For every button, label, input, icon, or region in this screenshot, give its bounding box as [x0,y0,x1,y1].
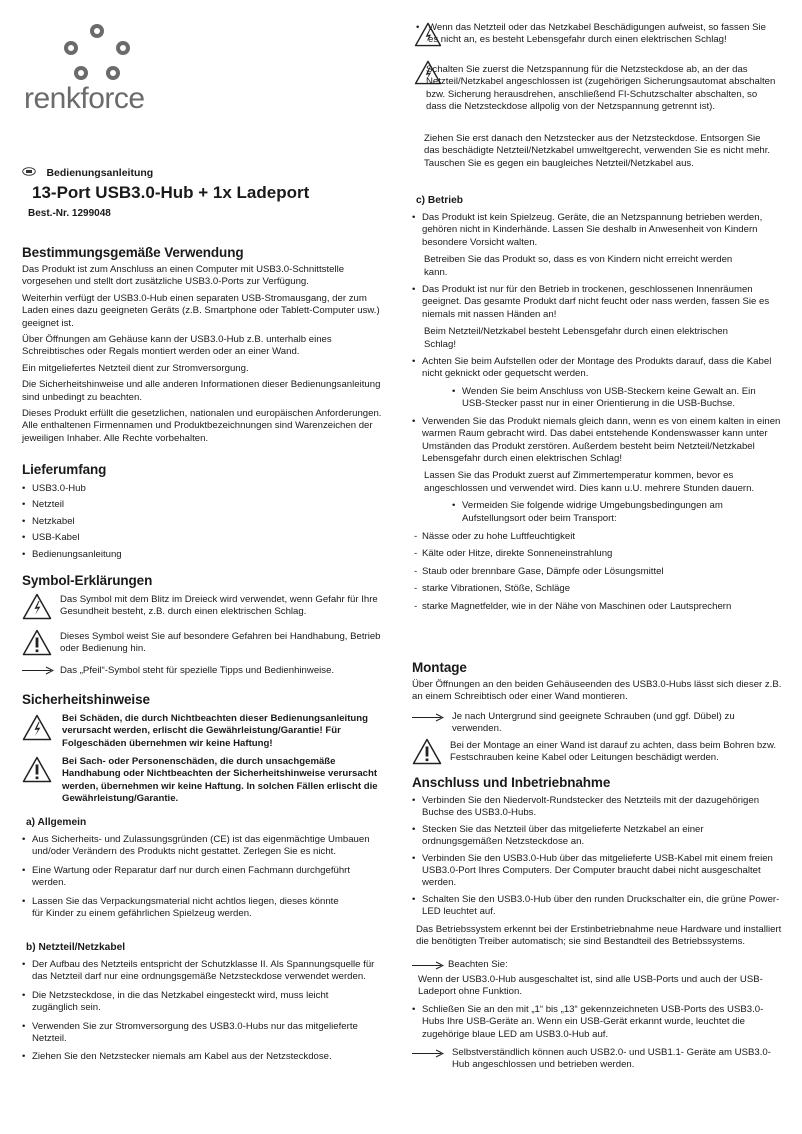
arrow-symbol-text: Das „Pfeil“-Symbol steht für spezielle Tipps und Bedienhinweise. [60,665,335,676]
exclamation-warning-icon [22,756,52,783]
mounting-warning: Bei der Montage an einer Wand ist darauf zu achten, dass beim Bohren bzw. Festschrauben keine Kabel oder Leitungen beschädigt werden. [450,740,777,764]
power-supply-heading: b) Netzteil/Netzkabel [26,942,126,953]
list-item: • Aus Sicherheits- und Zulassungsgründen (CE) ist das eigenmächtige Umbauen und/oder Verändern des Produkts nicht gestattet. Zerlegen Sie es nicht. [22,834,392,859]
condition-item: - Nässe oder zu hohe Luftfeuchtigkeit [412,531,782,543]
brand-logo-mark [62,22,132,80]
page-title: 13-Port USB3.0-Hub + 1x Ladeport [32,183,310,202]
list-item: • Wenden Sie beim Anschluss von USB-Steckern keine Gewalt an. Ein USB-Stecker passt nur in einer Orientierung in die USB-Buchse. [452,386,778,411]
paragraph: Das Betriebssystem erkennt bei der Erstinbetriebnahme neue Hardware und installiert die benötigten Treiber automatisch; sie sind Bestandteil des Betriebssystems. [416,923,782,948]
list-item: • Die Netzsteckdose, in die das Netzkabel eingesteckt wird, muss leicht zugänglich sein. [22,990,358,1015]
brand-name: renkforce [24,82,145,115]
connect-section [412,775,782,948]
safety-section [22,692,392,707]
doc-type-row [22,163,153,181]
list-item: • Bedienungsanleitung [22,549,392,561]
intended-use-p2: Weiterhin verfügt der USB3.0-Hub einen separaten USB-Stromausgang, der zum Laden eines dazu geeigneten Geräts (z.B. Smartphone oder Tablett-Computer usw.) geeignet ist. [22,292,380,329]
list-item: • Ziehen Sie den Netzstecker niemals am Kabel aus der Netzsteckdose. [22,1051,392,1063]
symbols-section [22,573,392,685]
scope-heading: Lieferumfang [22,462,107,477]
arrow-tip-icon [412,713,444,722]
exclamation-warning-icon [22,629,52,656]
exclamation-symbol-text: Dieses Symbol weist Sie auf besondere Gefahren bei Handhabung, Betrieb oder Bedienung hin. [60,631,381,655]
note-text: Wenn der USB3.0-Hub ausgeschaltet ist, sind alle USB-Ports und auch der USB-Ladeport ohne Funktion. [418,974,763,998]
operation-heading: c) Betrieb [416,195,463,206]
scope-section [22,462,392,561]
paragraph: Beim Netzteil/Netzkabel besteht Lebensgefahr durch einen elektrischen Schlag! [424,326,728,350]
general-subsection [22,817,392,920]
condition-item: - starke Vibrationen, Stöße, Schläge [412,583,782,595]
power-supply-item-6: Schalten Sie zuerst die Netzspannung für die Netzsteckdose ab, an der das Netzteil/Netzkabel angeschlossen ist (zugehörigen Sicherungsautomat abschalten bzw. Sicherung herausdrehen, anschließend FI-Schutzschalter abschalten, so dass die Netzsteckdose allpolig von der Netzspannung getrennt ist). [426,64,776,113]
list-item: • Das Produkt ist nur für den Betrieb in trockenen, geschlossenen Innenräumen geeignet. Das gesamte Produkt darf nicht feucht oder nass werden, fassen Sie es niemals mit nassen Händen an! [412,284,782,321]
list-item: • Schließen Sie an den mit „1“ bis „13“ gekennzeichneten USB-Ports des USB3.0-Hubs Ihre USB-Geräte an. Wenn ein USB-Gerät erkannt wurde, leuchtet die zugehörige blaue LED am USB3.0-Hub auf. [412,1004,778,1041]
list-item: • Verwenden Sie zur Stromversorgung des USB3.0-Hubs nur das mitgelieferte Netzteil. [22,1021,358,1046]
connect-heading: Anschluss und Inbetriebnahme [412,775,611,790]
paragraph: Lassen Sie das Produkt zuerst auf Zimmertemperatur kommen, bevor es angeschlossen und verwendet wird. Dies kann u.U. mehrere Stunden dauern. [424,470,755,494]
lightning-symbol-text: Das Symbol mit dem Blitz im Dreieck wird verwendet, wenn Gefahr für Ihre Gesundheit besteht, z.B. durch einen elektrischen Schlag. [60,594,378,618]
arrow-tip-icon [412,961,444,970]
lightning-warning-icon [22,593,52,620]
symbols-heading: Symbol-Erklärungen [22,573,153,588]
list-item: • Vermeiden Sie folgende widrige Umgebungsbedingungen am Aufstellungsort oder beim Transport: [452,500,778,525]
paragraph: Betreiben Sie das Produkt so, dass es von Kindern nicht erreicht werden kann. [424,254,733,278]
safety-warning-1: Bei Schäden, die durch Nichtbeachten dieser Bedienungsanleitung verursacht werden, erlischt die Gewährleistung/Garantie! Für Folgeschäden übernehmen wir keine Haftung! [62,713,368,749]
list-item: • Eine Wartung oder Reparatur darf nur durch einen Fachmann durchgeführt werden. [22,865,352,890]
connect-tip: Selbstverständlich können auch USB2.0- und USB1.1- Geräte am USB3.0-Hub angeschlossen und betrieben werden. [452,1047,771,1071]
list-item: • Das Produkt ist kein Spielzeug. Geräte, die an Netzspannung betrieben werden, gehören nicht in Kinderhände. Lassen Sie deshalb in Anwesenheit von Kindern besondere Vorsicht walten. [412,212,782,249]
list-item: • USB3.0-Hub [22,483,392,495]
intended-use-p5: Die Sicherheitshinweise und alle anderen Informationen dieser Bedienungsanleitung sind unbedingt zu beachten. [22,379,381,403]
general-heading: a) Allgemein [26,817,87,828]
list-item: • Schalten Sie den USB3.0-Hub über den runden Druckschalter ein, die grüne Power-LED leuchtet auf. [412,894,782,919]
list-item: • Verbinden Sie den USB3.0-Hub über das mitgelieferte USB-Kabel mit einem freien USB3.0-Port Ihres Computers. Der Computer braucht dabei nicht ausgeschaltet werden. [412,853,782,890]
intended-use-p4: Ein mitgeliefertes Netzteil dient zur Stromversorgung. [22,362,249,374]
operation-subsection [412,195,782,613]
mounting-tip: Je nach Untergrund sind geeignete Schrauben (und ggf. Dübel) zu verwenden. [452,711,735,735]
power-supply-subsection [22,942,392,1064]
arrow-tip-icon [412,1049,444,1058]
lightning-warning-icon [22,714,52,741]
safety-warning-2: Bei Sach- oder Personenschäden, die durch unsachgemäße Handhabung oder Nichtbeachten der Sicherheitshinweise verursacht werden, übernehmen wir keine Haftung. In solchen Fällen erlischt die Gewährleistung/Garantie. [62,756,378,805]
mounting-text: Über Öffnungen an den beiden Gehäuseenden des USB3.0-Hubs lässt sich dieser z.B. an einem Schreibtisch oder einer Wand montieren. [412,679,782,703]
list-item: • Verbinden Sie den Niedervolt-Rundstecker des Netzteils mit der dazugehörigen Buchse des USB3.0-Hubs. [412,795,782,820]
list-item: • Lassen Sie das Verpackungsmaterial nicht achtlos liegen, dieses könnte für Kinder zu einem gefährlichen Spielzeug werden. [22,896,352,921]
language-badge-icon [22,167,36,176]
exclamation-warning-icon [412,738,442,765]
condition-item: - Kälte oder Hitze, direkte Sonneneinstrahlung [412,548,782,560]
list-item: • Achten Sie beim Aufstellen oder der Montage des Produkts darauf, dass die Kabel nicht geknickt oder gequetscht werden. [412,356,772,381]
condition-item: - starke Magnetfelder, wie in der Nähe von Maschinen oder Lautsprechern [412,601,742,613]
intended-use-p6: Dieses Produkt erfüllt die gesetzlichen, nationalen und europäischen Anforderungen. Alle enthaltenen Firmennamen und Produktbezeichnungen sind Warenzeichen der jeweiligen Inhaber. Alle Rechte vorbehalten. [22,408,382,444]
list-item: • Stecken Sie das Netzteil über das mitgelieferte Netzkabel an einer ordnungsgemäßen Netzsteckdose an. [412,824,782,849]
list-item: • Netzteil [22,499,392,511]
note-label: Beachten Sie: [448,959,508,970]
intended-use-section [22,245,392,445]
arrow-tip-icon [22,666,54,675]
list-item: • Verwenden Sie das Produkt niemals gleich dann, wenn es von einem kalten in einen warmen Raum gebracht wird. Das dabei entstehende Kondenswasser kann unter Umständen das Produkt zerstören. Außerdem besteht beim Netzteil/Netzkabel Lebensgefahr durch einen elektrischen Schlag! [412,416,782,466]
mounting-section [412,660,782,704]
order-number: Best.-Nr. 1299048 [28,208,111,219]
intended-use-heading: Bestimmungsgemäße Verwendung [22,245,244,260]
condition-item: - Staub oder brennbare Gase, Dämpfe oder Lösungsmittel [412,566,782,578]
intended-use-p1: Das Produkt ist zum Anschluss an einen Computer mit USB3.0-Schnittstelle vorgesehen und stellt dort zusätzliche USB3.0-Ports zur Verfügung. [22,264,345,288]
power-supply-item-7: Ziehen Sie erst danach den Netzstecker aus der Netzsteckdose. Entsorgen Sie das beschädigte Netzteil/Netzkabel umweltgerecht, verwenden Sie es nicht mehr. Tauschen Sie es gegen ein baugleiches Netzteil/Netzkabel aus. [424,133,771,169]
list-item: • Netzkabel [22,516,392,528]
list-item: • Der Aufbau des Netzteils entspricht der Schutzklasse II. Als Spannungsquelle für das Netzteil darf nur eine ordnungsgemäße Netzsteckdose verwendet werden. [22,959,392,984]
mounting-heading: Montage [412,660,467,675]
safety-heading: Sicherheitshinweise [22,692,150,707]
power-supply-item-5-text: Wenn das Netzteil oder das Netzkabel Beschädigungen aufweist, so fassen Sie es nicht an, es besteht Lebensgefahr durch einen elektrischen Schlag! [428,22,766,46]
intended-use-p3: Über Öffnungen am Gehäuse kann der USB3.0-Hub z.B. unterhalb eines Schreibtisches oder Regals montiert werden oder an einer Wand. [22,334,332,358]
power-supply-item-5 [416,22,776,47]
doc-type: Bedienungsanleitung [46,167,154,179]
list-item: • USB-Kabel [22,532,392,544]
